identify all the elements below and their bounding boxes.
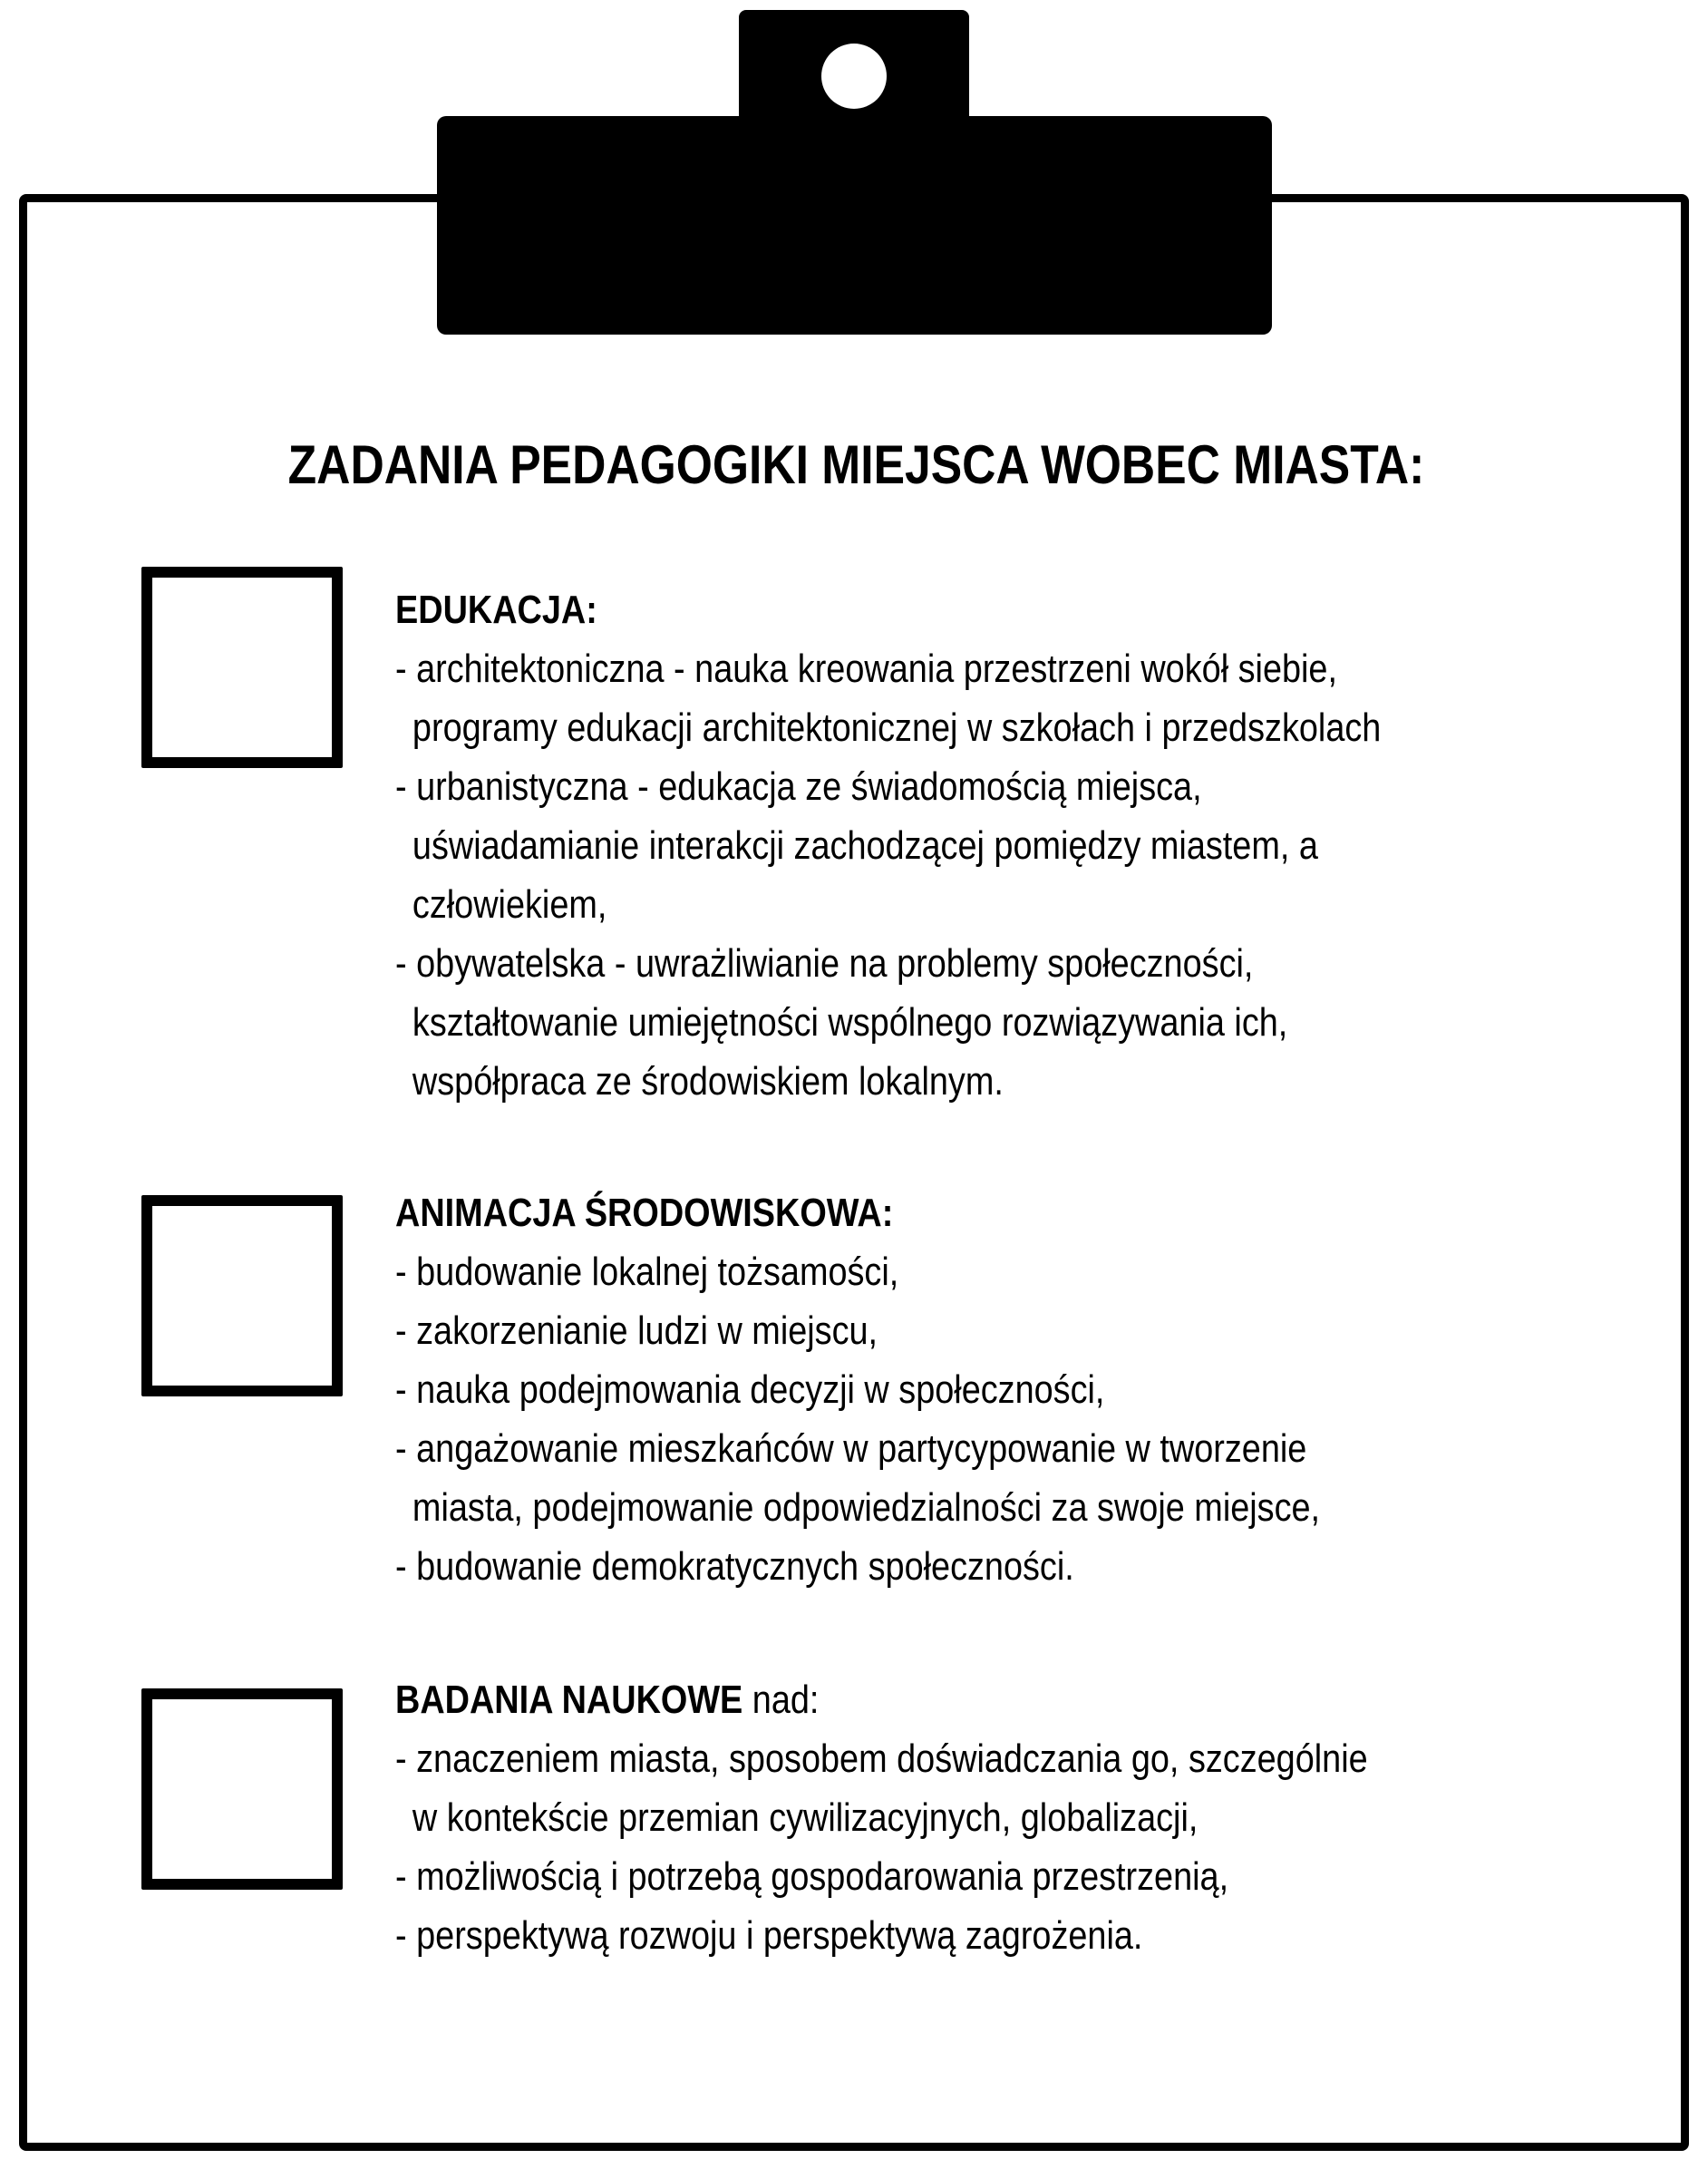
- list-item: w kontekście przemian cywilizacyjnych, globalizacji,: [412, 1795, 1199, 1840]
- list-item: współpraca ze środowiskiem lokalnym.: [412, 1059, 1004, 1104]
- section-heading-bold: BADANIA NAUKOWE: [395, 1678, 743, 1722]
- section-edukacja: [395, 580, 1409, 1111]
- list-item: - nauka podejmowania decyzji w społeczności,: [395, 1367, 1105, 1412]
- list-item: kształtowanie umiejętności wspólnego rozwiązywania ich,: [412, 1000, 1288, 1045]
- checkbox-edukacja[interactable]: [141, 567, 343, 768]
- section-badania: [395, 1670, 1409, 1965]
- list-item: miasta, podejmowanie odpowiedzialności za swoje miejsce,: [412, 1485, 1321, 1530]
- list-item: - angażowanie mieszkańców w partycypowanie w tworzenie: [395, 1426, 1307, 1471]
- list-item: - architektoniczna - nauka kreowania przestrzeni wokół siebie,: [395, 647, 1338, 691]
- section-heading: ANIMACJA ŚRODOWISKOWA:: [395, 1191, 894, 1235]
- list-item: - zakorzenianie ludzi w miejscu,: [395, 1308, 878, 1353]
- section-heading: [395, 1670, 1409, 1729]
- clipboard-clip-base: [437, 116, 1272, 335]
- clipboard-clip-hole: [821, 44, 887, 109]
- section-animacja: [395, 1183, 1409, 1596]
- list-item: - obywatelska - uwrażliwianie na problemy społeczności,: [395, 941, 1254, 986]
- section-heading: EDUKACJA:: [395, 588, 597, 632]
- list-item: uświadamianie interakcji zachodzącej pomiędzy miastem, a: [412, 823, 1318, 868]
- checkbox-animacja[interactable]: [141, 1195, 343, 1396]
- list-item: - znaczeniem miasta, sposobem doświadczania go, szczególnie: [395, 1736, 1368, 1781]
- list-item: człowiekiem,: [412, 882, 607, 927]
- checkbox-badania[interactable]: [141, 1688, 343, 1890]
- section-heading-suffix: nad:: [742, 1678, 820, 1722]
- page-title: ZADANIA PEDAGOGIKI MIEJSCA WOBEC MIASTA:: [287, 434, 1425, 495]
- list-item: - budowanie lokalnej tożsamości,: [395, 1250, 899, 1294]
- list-item: - urbanistyczna - edukacja ze świadomością miejsca,: [395, 764, 1202, 809]
- list-item: - budowanie demokratycznych społeczności.: [395, 1544, 1074, 1589]
- list-item: programy edukacji architektonicznej w szkołach i przedszkolach: [412, 705, 1382, 750]
- list-item: - perspektywą rozwoju i perspektywą zagrożenia.: [395, 1913, 1143, 1958]
- list-item: - możliwością i potrzebą gospodarowania przestrzenią,: [395, 1854, 1229, 1899]
